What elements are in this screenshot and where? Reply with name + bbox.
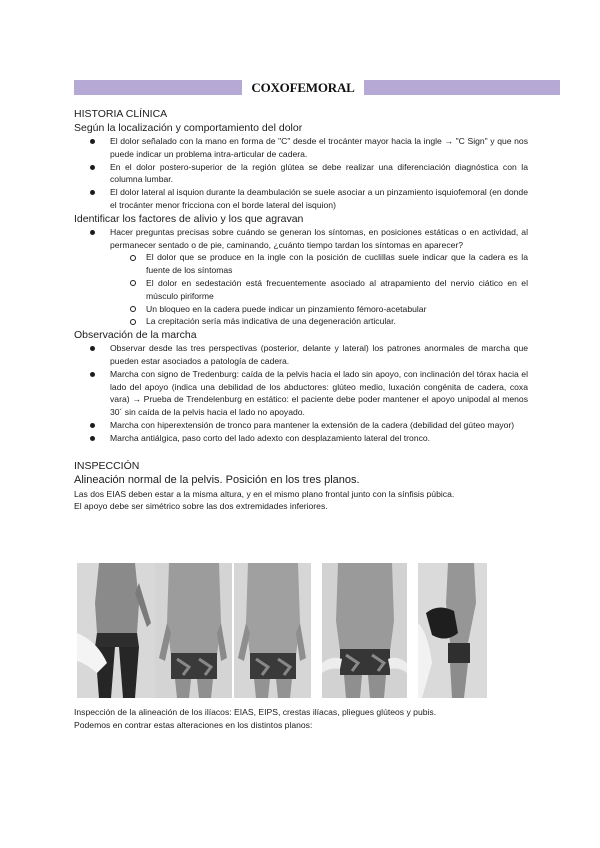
sub-list-item: El dolor en sedestación está frecuentemente asociado al atrapamiento del nervio ciático en el músculo piriforme: [74, 277, 528, 303]
list-item: En el dolor postero-superior de la región glútea se debe realizar una diferenciación diagnóstica con la columna lumbar.: [74, 161, 528, 187]
sub-list-item: La crepitación sería más indicativa de una degeneración articular.: [74, 315, 528, 328]
subheading-marcha: Observación de la marcha: [74, 329, 197, 342]
bullet-list-localizacion: [74, 135, 528, 212]
inspeccion-subtitle: Alineación normal de la pelvis. Posición en los tres planos.: [74, 473, 360, 486]
list-item: Marcha antiálgica, paso corto del lado adexto con desplazamiento lateral del tronco.: [74, 432, 528, 445]
list-item: Marcha con hiperextensión de tronco para mantener la extensión de la cadera (debilidad del gúteo mayor): [74, 419, 528, 432]
subheading-factores: Identificar los factores de alivio y los que agravan: [74, 212, 304, 225]
photo-back-view-1: [155, 563, 232, 698]
inspeccion-paragraph: Inspección de la alineación de los ilíacos: EIAS, EIPS, crestas ilíacas, pliegues glúteos y pubis.: [74, 707, 437, 717]
subheading-localizacion: Según la localización y comportamiento del dolor: [74, 122, 303, 134]
photo-front-view: [77, 563, 156, 698]
photo-side-view: [418, 563, 487, 698]
list-item: [74, 226, 528, 328]
photo-strip: [77, 563, 487, 698]
title-bar: [74, 80, 560, 95]
list-item: El dolor lateral al isquion durante la deambulación se suele asociar a un pinzamiento isquiofemoral (en donde el trocánter menor fricciona con el borde lateral del isquion): [74, 186, 528, 212]
bullet-list-factores: [74, 226, 528, 328]
list-item: El dolor señalado con la mano en forma de "C" desde el trocánter mayor hacia la ingle → "C Sign" y que nos puede indicar un problema intra-articular de cadera.: [74, 135, 528, 161]
title-bar-left-accent: [74, 80, 242, 95]
main-content: [74, 107, 528, 513]
inspeccion-paragraph: Las dos EIAS deben estar a la misma altura, y en el mismo plano frontal junto con la sínfisis púbica.: [74, 488, 455, 499]
photo-back-view-hands: [322, 563, 407, 698]
sub-bullet-list: [110, 251, 528, 328]
list-item-text: Hacer preguntas precisas sobre cuándo se generan los síntomas, en posiciones estáticas o en actividad, al permanecer sentado o de pie, caminando, ¿cuánto tiempo tardan los síntomas en aparecer?: [110, 226, 528, 250]
sub-list-item: El dolor que se produce en la ingle con la posición de cuclillas suele indicar que la cadera es la fuente de los síntomas: [74, 251, 528, 277]
photo-back-view-2: [234, 563, 311, 698]
inspeccion-paragraph: El apoyo debe ser simétrico sobre las dos extremidades inferiores.: [74, 501, 328, 512]
section-heading-historia: HISTORIA CLÍNICA: [74, 108, 168, 120]
section-heading-inspeccion: INSPECCIÓN: [74, 459, 140, 472]
inspeccion-after-photos: [74, 706, 528, 732]
bullet-list-marcha: [74, 342, 528, 444]
list-item: Marcha con signo de Tredenburg: caída de la pelvis hacia el lado sin apoyo, con inclinación del tórax hacia el lado del apoyo (indica una debilidad de los abductores: glúteo medio, luxación congénita de cadera, coxa vara) → Prueba de Trendelenburg en estático: el paciente debe poder mantener el apoyo unipodal al menos 30´ sin caída de la pelvis hacia el lado no apoyado.: [74, 368, 528, 419]
page-title: COXOFEMORAL: [251, 80, 355, 95]
inspeccion-paragraph: Podemos en contrar estas alteraciones en los distintos planos:: [74, 719, 313, 730]
list-item: Observar desde las tres perspectivas (posterior, delante y lateral) los patrones anormales de marcha que pueden estar asociados a patología de cadera.: [74, 342, 528, 368]
title-bar-right-accent: [364, 80, 560, 95]
sub-list-item: Un bloqueo en la cadera puede indicar un pinzamiento fémoro-acetabular: [74, 303, 528, 316]
